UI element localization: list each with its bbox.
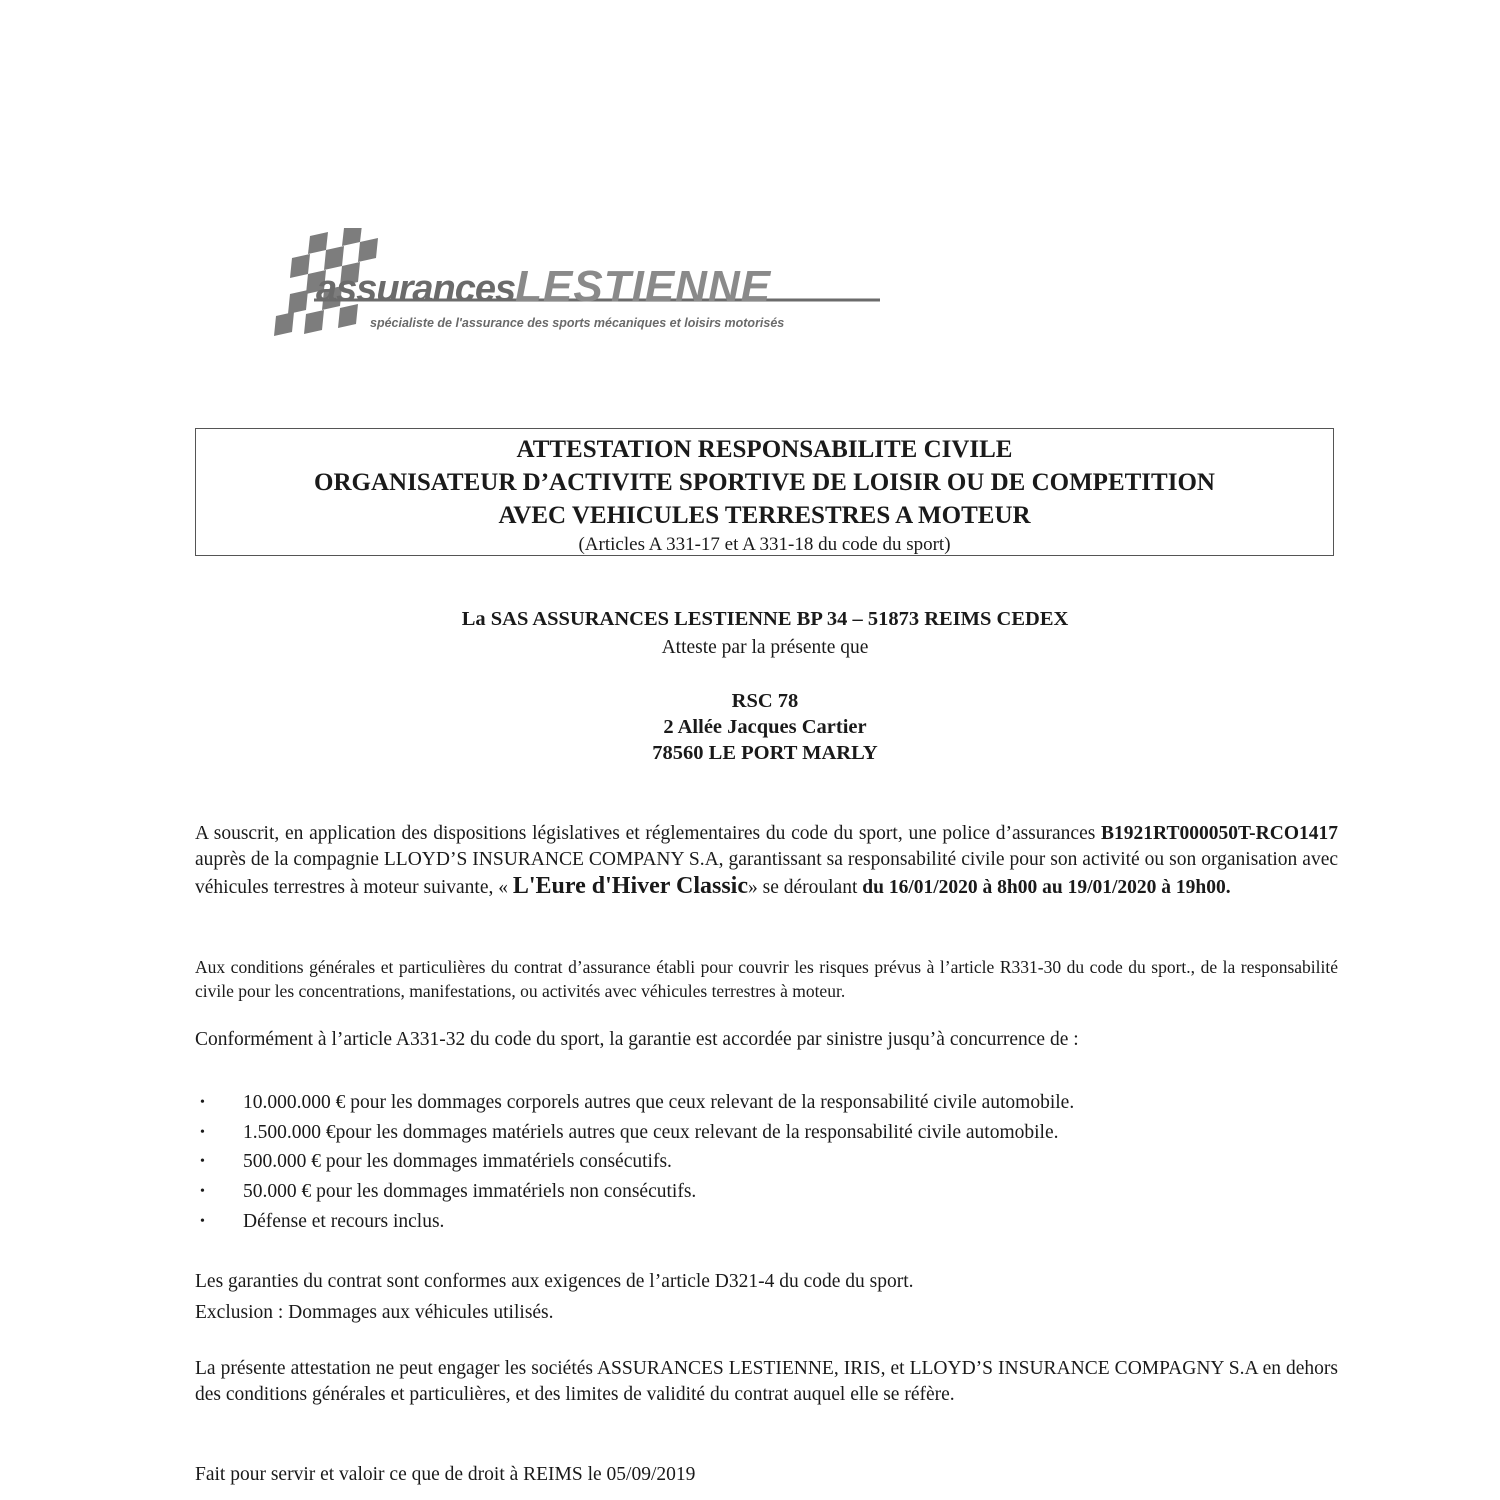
title-box	[195, 428, 1334, 556]
bullet-icon: •	[200, 1154, 205, 1170]
logo-tagline: spécialiste de l'assurance des sports mécaniques et loisirs motorisés	[370, 316, 785, 330]
bullet-icon: •	[200, 1213, 205, 1229]
coverage-item-text: Défense et recours inclus.	[243, 1210, 445, 1232]
issuer-line: La SAS ASSURANCES LESTIENNE BP 34 – 51873 REIMS CEDEX	[461, 608, 1069, 630]
list-item	[195, 1147, 1338, 1177]
title-subtitle: (Articles A 331-17 et A 331-18 du code du sport)	[578, 534, 951, 555]
bullet-icon: •	[200, 1124, 205, 1140]
list-item	[195, 1207, 1338, 1237]
event-name: L'Eure d'Hiver Classic	[512, 873, 748, 899]
title-line-1: ATTESTATION RESPONSABILITE CIVILE	[516, 436, 1013, 463]
policy-text-1: A souscrit, en application des dispositions législatives et réglementaires du code du sport, une police d’assurances	[195, 823, 1102, 844]
logo-brand-upper: LESTIENNE	[515, 262, 772, 311]
logo-brand-lower: assurances	[316, 268, 516, 310]
policy-text-3: » se déroulant	[747, 877, 863, 898]
insured-name: RSC 78	[731, 690, 799, 712]
company-logo	[270, 228, 890, 348]
coverage-item-text: 10.000.000 € pour les dommages corporels autres que ceux relevant de la responsabilité civile automobile.	[243, 1092, 1075, 1113]
policy-paragraph	[195, 821, 1338, 901]
bullet-icon: •	[200, 1095, 205, 1110]
bullet-icon: •	[200, 1184, 205, 1200]
title-line-3: AVEC VEHICULES TERRESTRES A MOTEUR	[498, 502, 1031, 529]
coverage-item-text: 50.000 € pour les dommages immatériels non consécutifs.	[243, 1181, 697, 1203]
disclaimer-paragraph: La présente attestation ne peut engager les sociétés ASSURANCES LESTIENNE, IRIS, et LLOYD’S INSURANCE COMPAGNY S.A en dehors des conditions générales et particulières, et des limites de validité du contrat auquel elle se réfère.	[195, 1358, 1338, 1405]
title-line-2: ORGANISATEUR D’ACTIVITE SPORTIVE DE LOISIR OU DE COMPETITION	[314, 469, 1215, 496]
policy-text-2: auprès de la compagnie LLOYD’S INSURANCE COMPANY S.A, garantissant sa responsabilité civile pour son activité ou son organisation avec véhicules terrestres à moteur suivante, «	[195, 849, 1338, 898]
conditions-paragraph: Aux conditions générales et particulières du contrat d’assurance établi pour couvrir les risques prévus à l’article R331-30 du code du sport., de la responsabilité civile pour les concentrations, manifestations, ou activités avec véhicules terrestres à moteur.	[195, 957, 1338, 1001]
issuer-attests: Atteste par la présente que	[661, 637, 869, 658]
coverage-list	[195, 1088, 1338, 1236]
policy-number: B1921RT000050T-RCO1417	[1101, 823, 1338, 844]
logo-wordmark	[316, 262, 771, 312]
coverage-intro: Conformément à l’article A331-32 du code du sport, la garantie est accordée par sinistre jusqu’à concurrence de :	[195, 1029, 1079, 1050]
coverage-item-text: 500.000 € pour les dommages immatériels consécutifs.	[243, 1151, 672, 1173]
coverage-item-text: 1.500.000 €pour les dommages matériels autres que ceux relevant de la responsabilité civile automobile.	[243, 1121, 1059, 1143]
insured-street: 2 Allée Jacques Cartier	[663, 716, 867, 738]
exclusion-line: Exclusion : Dommages aux véhicules utilisés.	[195, 1302, 554, 1323]
event-dates: du 16/01/2020 à 8h00 au 19/01/2020 à 19h00.	[862, 877, 1231, 898]
signature-line: Fait pour servir et valoir ce que de droit à REIMS le 05/09/2019	[195, 1464, 696, 1485]
insured-city: 78560 LE PORT MARLY	[652, 742, 878, 764]
list-item	[195, 1177, 1338, 1207]
compliance-line: Les garanties du contrat sont conformes aux exigences de l’article D321-4 du code du sport.	[195, 1271, 914, 1292]
list-item	[195, 1118, 1338, 1148]
list-item	[195, 1088, 1338, 1118]
